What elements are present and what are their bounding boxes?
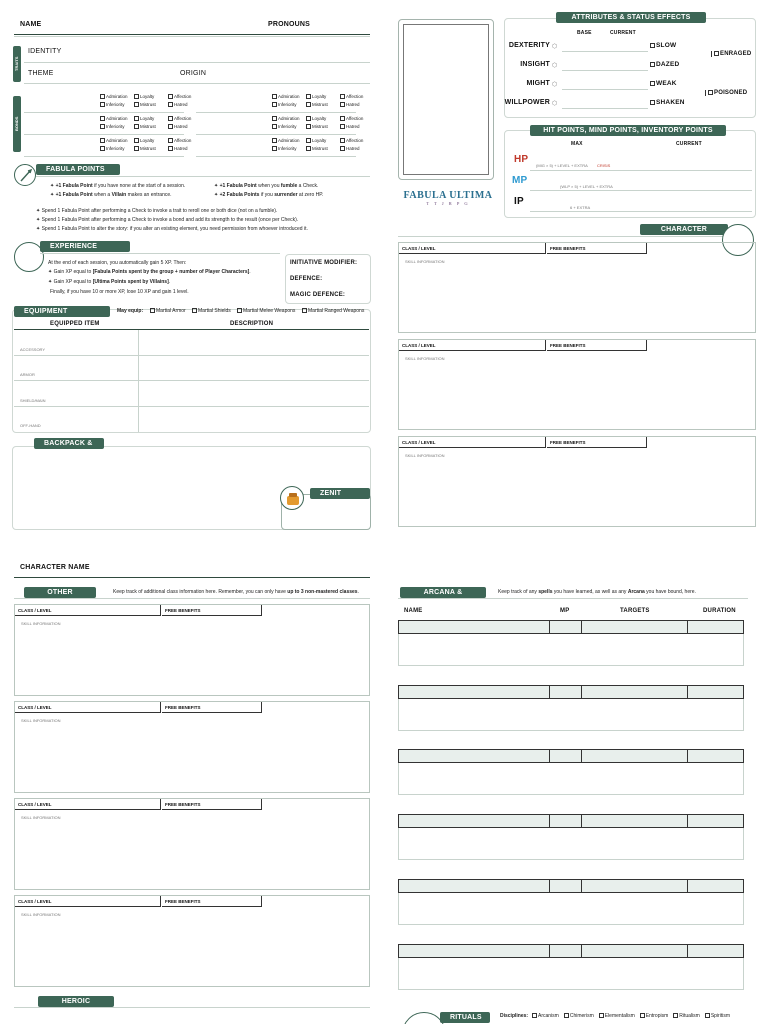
equipped-item-header: EQUIPPED ITEM <box>50 321 100 327</box>
equipment-description-field[interactable] <box>139 356 367 378</box>
defense-box <box>285 254 371 304</box>
skill-information-area[interactable] <box>19 619 367 693</box>
bond-slot <box>24 94 194 114</box>
disciplines-label: Disciplines: <box>500 1013 529 1019</box>
class-level-field[interactable]: CLASS / LEVEL <box>399 340 546 351</box>
bond-slot <box>196 116 366 136</box>
xp-line-1: At the end of each session, you automatically gain 5 XP. Then: <box>48 260 187 266</box>
fabula-ultima-logo: FABULA ULTIMA T T J R P G <box>403 190 493 206</box>
bonds-tab: BONDS <box>13 96 21 152</box>
bond-emotion-option[interactable]: Loyalty <box>306 94 326 99</box>
hp-crisis-label: CRISIS <box>597 163 611 168</box>
mp-formula: (WLP × 5) + LEVEL + EXTRA <box>560 184 613 189</box>
bond-emotion-option[interactable]: Mistrust <box>306 102 328 107</box>
discipline-option[interactable]: Ritualism <box>673 1013 700 1019</box>
ip-label: IP <box>514 196 524 207</box>
defence-label: DEFENCE: <box>290 276 323 282</box>
class-box <box>14 701 370 793</box>
die-icon: ⬡ <box>552 63 558 69</box>
equipment-slot-label: ARMOR <box>20 372 35 377</box>
spell-header-row[interactable] <box>398 944 744 958</box>
spell-header-row[interactable] <box>398 685 744 699</box>
character-name-label: CHARACTER NAME <box>20 564 90 571</box>
coin-bag-icon <box>281 487 305 511</box>
bond-emotion-option[interactable]: Admiration <box>100 138 128 143</box>
spell-description-area[interactable] <box>398 958 744 990</box>
skill-information-area[interactable] <box>403 451 753 524</box>
hp-formula: (MIG × 5) + LEVEL + EXTRA <box>536 163 588 168</box>
discipline-option[interactable]: Entropism <box>640 1013 669 1019</box>
spell-entry <box>398 814 744 860</box>
bond-emotion-option[interactable]: Mistrust <box>306 124 328 129</box>
spell-header-row[interactable] <box>398 879 744 893</box>
bond-emotion-option[interactable]: Hatred <box>340 124 360 129</box>
equip-option-3[interactable]: Martial Melee Weapons <box>237 308 295 314</box>
spell-description-area[interactable] <box>398 828 744 860</box>
attribute-label: DEXTERITY <box>508 42 550 49</box>
die-icon: ⬡ <box>552 101 558 107</box>
class-box <box>398 242 756 333</box>
spell-description-area[interactable] <box>398 763 744 795</box>
poisoned-status[interactable]: POISONED <box>705 90 747 96</box>
initiative-label: INITIATIVE MODIFIER: <box>290 260 358 266</box>
free-benefits-field[interactable]: FREE BENEFITS <box>547 243 647 254</box>
name-label: NAME <box>20 21 42 28</box>
free-benefits-field[interactable]: FREE BENEFITS <box>162 799 262 810</box>
bond-emotion-option[interactable]: Loyalty <box>134 94 154 99</box>
fabula-spend-3: ✦ Spend 1 Fabula Point to alter the story: if you alter an existing element, you need permission from whoever introduced it. <box>36 226 308 232</box>
bond-emotion-option[interactable]: Inferiority <box>100 146 125 151</box>
spell-entry <box>398 944 744 990</box>
theme-label: THEME <box>28 70 54 77</box>
skill-information-label: SKILL INFORMATION <box>21 621 61 626</box>
bond-slot <box>196 94 366 114</box>
attribute-label: INSIGHT <box>520 61 550 68</box>
spell-description-area[interactable] <box>398 893 744 925</box>
spell-col-duration: DURATION <box>703 608 736 614</box>
class-box <box>398 339 756 430</box>
discipline-option[interactable]: Elementalism <box>599 1013 635 1019</box>
skill-information-label: SKILL INFORMATION <box>405 259 445 264</box>
points-box <box>504 130 756 218</box>
fabula-gain-4: ✦ +2 Fabula Points if you surrender at zero HP. <box>214 192 324 198</box>
free-benefits-field[interactable]: FREE BENEFITS <box>162 605 262 616</box>
bond-emotion-option[interactable]: Affection <box>340 138 363 143</box>
attribute-label: WILLPOWER <box>504 99 550 106</box>
equipment-title: EQUIPMENT <box>14 306 110 317</box>
skill-information-label: SKILL INFORMATION <box>21 912 61 917</box>
heroic-skills-title: HEROIC SKILLS <box>38 996 114 1007</box>
points-title: HIT POINTS, MIND POINTS, INVENTORY POINTS <box>530 125 726 136</box>
bond-emotion-option[interactable]: Mistrust <box>134 146 156 151</box>
spell-entry <box>398 685 744 731</box>
class-box <box>14 604 370 696</box>
may-equip-label: May equip: <box>117 308 144 314</box>
bond-emotion-option[interactable]: Hatred <box>340 102 360 107</box>
free-benefits-field[interactable]: FREE BENEFITS <box>162 702 262 713</box>
attributes-title: ATTRIBUTES & STATUS EFFECTS <box>556 12 706 23</box>
fabula-gain-1: ✦ +1 Fabula Point if you have none at the start of a session. <box>50 183 186 189</box>
skill-information-area[interactable] <box>403 257 753 330</box>
enraged-status[interactable]: ENRAGED <box>711 51 751 57</box>
bond-emotion-option[interactable]: Inferiority <box>272 124 297 129</box>
status-effect[interactable]: SHAKEN <box>650 99 685 106</box>
discipline-option[interactable]: Chimerism <box>564 1013 594 1019</box>
character-level-title: CHARACTER LEVEL <box>640 224 728 235</box>
fabula-gain-3: ✦ +1 Fabula Point when you fumble a Check. <box>214 183 319 189</box>
class-level-field[interactable]: CLASS / LEVEL <box>399 243 546 254</box>
bond-emotion-option[interactable]: Loyalty <box>306 116 326 121</box>
skill-information-label: SKILL INFORMATION <box>21 718 61 723</box>
zenit-title: ZENIT <box>310 488 370 499</box>
fabula-points-title: FABULA POINTS <box>36 164 120 175</box>
skill-information-label: SKILL INFORMATION <box>21 815 61 820</box>
bond-slot <box>24 138 194 158</box>
equipment-description-field[interactable] <box>139 331 367 353</box>
bond-slot <box>24 116 194 136</box>
equipment-slot-label: ACCESSORY <box>20 347 46 352</box>
equipment-slot-label: SHIELD/MAIN <box>20 398 46 403</box>
spell-col-targets: TARGETS <box>620 608 650 614</box>
arcana-note: Keep track of any spells you have learned, as well as any Arcana you have bound, here. <box>498 589 696 595</box>
bond-emotion-option[interactable]: Affection <box>168 138 191 143</box>
xp-line-4: Finally, if you have 10 or more XP, lose 10 XP and gain 1 level. <box>50 289 189 295</box>
spell-header-row[interactable] <box>398 814 744 828</box>
identity-label: IDENTITY <box>28 48 62 55</box>
bond-emotion-option[interactable]: Inferiority <box>272 102 297 107</box>
equip-option-1[interactable]: Martial Armor <box>150 308 186 314</box>
die-icon: ⬡ <box>552 44 558 50</box>
spell-header-row[interactable] <box>398 749 744 763</box>
current-label: CURRENT <box>610 30 636 36</box>
other-classes-note: Keep track of additional class information here. Remember, you can only have up to 3 non-mastered classes. <box>113 589 359 595</box>
free-benefits-field[interactable]: FREE BENEFITS <box>547 437 647 448</box>
class-level-field[interactable]: CLASS / LEVEL <box>15 896 161 907</box>
bond-emotion-option[interactable]: Loyalty <box>306 138 326 143</box>
status-effect[interactable]: WEAK <box>650 80 677 87</box>
rituals-title: RITUALS <box>440 1012 490 1023</box>
bond-emotion-option[interactable]: Admiration <box>272 94 300 99</box>
bond-emotion-option[interactable]: Inferiority <box>272 146 297 151</box>
fabula-spend-2: ✦ Spend 1 Fabula Point after performing a Check to invoke a bond and add its strength to the result (once per Check). <box>36 217 299 223</box>
spell-entry <box>398 749 744 795</box>
spell-entry <box>398 879 744 925</box>
discipline-list <box>532 1013 735 1019</box>
spell-col-name: NAME <box>404 608 423 614</box>
pronouns-label: PRONOUNS <box>268 21 311 28</box>
class-box <box>14 895 370 987</box>
bond-emotion-option[interactable]: Affection <box>340 116 363 121</box>
bond-emotion-option[interactable]: Loyalty <box>134 138 154 143</box>
quill-icon <box>15 165 37 187</box>
origin-label: ORIGIN <box>180 70 207 77</box>
die-icon: ⬡ <box>552 82 558 88</box>
class-level-field[interactable]: CLASS / LEVEL <box>15 605 161 616</box>
skill-information-label: SKILL INFORMATION <box>405 453 445 458</box>
status-effect[interactable]: DAZED <box>650 61 679 68</box>
bond-emotion-option[interactable]: Admiration <box>100 116 128 121</box>
class-box <box>398 436 756 527</box>
bond-emotion-option[interactable]: Mistrust <box>306 146 328 151</box>
fabula-gain-2: ✦ +1 Fabula Point when a Villain makes an entrance. <box>50 192 172 198</box>
bond-emotion-option[interactable]: Inferiority <box>100 124 125 129</box>
bond-emotion-option[interactable]: Mistrust <box>134 102 156 107</box>
skill-information-label: SKILL INFORMATION <box>405 356 445 361</box>
class-level-field[interactable]: CLASS / LEVEL <box>399 437 546 448</box>
status-effect[interactable]: SLOW <box>650 42 676 49</box>
equipment-description-field[interactable] <box>139 407 367 429</box>
equipment-description-field[interactable] <box>139 382 367 404</box>
xp-line-3: ✦ Gain XP equal to [Ultima Points spent by Villains]. <box>48 279 171 285</box>
bond-emotion-option[interactable]: Hatred <box>168 102 188 107</box>
attribute-label: MIGHT <box>526 80 550 87</box>
experience-points-title: EXPERIENCE POINTS <box>40 241 130 252</box>
class-box <box>14 798 370 890</box>
discipline-option[interactable]: Arcanism <box>532 1013 559 1019</box>
bond-emotion-option[interactable]: Loyalty <box>134 116 154 121</box>
portrait-area[interactable] <box>403 24 489 175</box>
spell-col-mp: MP <box>560 608 570 614</box>
base-label: BASE <box>577 30 592 36</box>
bond-emotion-option[interactable]: Admiration <box>272 116 300 121</box>
max-label: MAX <box>571 141 583 147</box>
bond-emotion-option[interactable]: Hatred <box>168 124 188 129</box>
bond-emotion-option[interactable]: Inferiority <box>100 102 125 107</box>
equip-option-4[interactable]: Martial Ranged Weapons <box>302 308 364 314</box>
fabula-spend-1: ✦ Spend 1 Fabula Point after performing a Check to invoke a trait to reroll one or both dice (not on a fumble). <box>36 208 278 214</box>
free-benefits-field[interactable]: FREE BENEFITS <box>547 340 647 351</box>
bond-emotion-option[interactable]: Affection <box>168 94 191 99</box>
zenit-icon-circle <box>280 486 304 510</box>
free-benefits-field[interactable]: FREE BENEFITS <box>162 896 262 907</box>
points-current-label: CURRENT <box>676 141 702 147</box>
equip-option-2[interactable]: Martial Shields <box>192 308 231 314</box>
discipline-option[interactable]: Spiritism <box>705 1013 730 1019</box>
bond-emotion-option[interactable]: Hatred <box>168 146 188 151</box>
spell-header-row[interactable] <box>398 620 744 634</box>
skill-information-area[interactable] <box>19 716 367 790</box>
magic-defence-label: MAGIC DEFENCE: <box>290 292 346 298</box>
equipment-slot-label: OFF-HAND <box>20 423 41 428</box>
spell-description-area[interactable] <box>398 699 744 731</box>
mp-label: MP <box>512 175 528 186</box>
portrait-frame[interactable] <box>398 19 494 180</box>
bond-emotion-option[interactable]: Affection <box>168 116 191 121</box>
traits-tab: TRAITS <box>13 46 21 82</box>
bond-slot <box>196 138 366 158</box>
description-header: DESCRIPTION <box>230 321 274 327</box>
arcana-spells-title: ARCANA & SPELLS <box>400 587 486 598</box>
spell-description-area[interactable] <box>398 634 744 666</box>
bond-emotion-option[interactable]: Affection <box>340 94 363 99</box>
hp-label: HP <box>514 154 529 165</box>
skill-information-area[interactable] <box>403 354 753 427</box>
class-level-field[interactable]: CLASS / LEVEL <box>15 799 161 810</box>
class-level-field[interactable]: CLASS / LEVEL <box>15 702 161 713</box>
bond-emotion-option[interactable]: Admiration <box>100 94 128 99</box>
skill-information-area[interactable] <box>19 910 367 984</box>
backpack-title: BACKPACK & NOTES <box>34 438 104 449</box>
bond-emotion-option[interactable]: Admiration <box>272 138 300 143</box>
xp-line-2: ✦ Gain XP equal to [Fabula Points spent by the group + number of Player Characters]. <box>48 269 251 275</box>
fabula-circle <box>14 164 36 186</box>
skill-information-area[interactable] <box>19 813 367 887</box>
spell-entry <box>398 620 744 666</box>
other-classes-title: OTHER CLASSES <box>24 587 96 598</box>
bond-emotion-option[interactable]: Mistrust <box>134 124 156 129</box>
bond-emotion-option[interactable]: Hatred <box>340 146 360 151</box>
ip-formula: 6 + EXTRA <box>570 205 591 210</box>
